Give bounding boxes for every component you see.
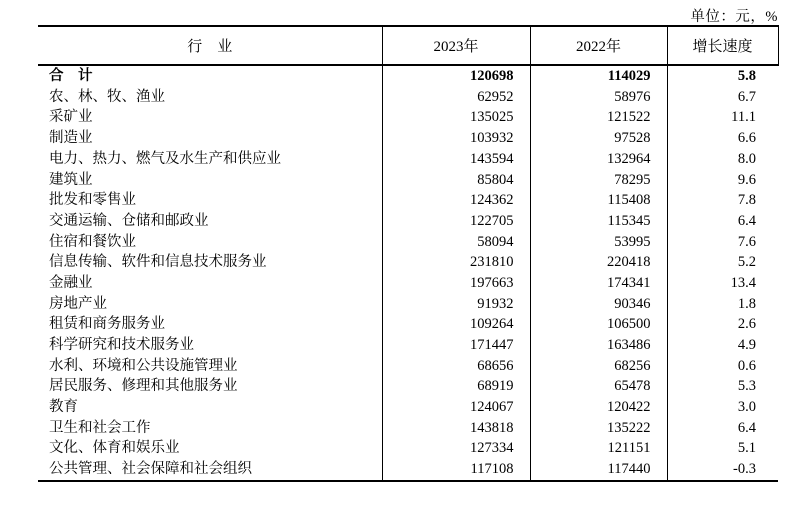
col-header-2022: 2022年 — [530, 26, 667, 65]
value-2023: 124362 — [382, 190, 530, 211]
table-row — [38, 190, 778, 211]
growth-rate: 2.6 — [667, 314, 778, 335]
value-2023: 117108 — [382, 459, 530, 481]
table-row — [38, 252, 778, 273]
table-row — [38, 418, 778, 439]
table-row — [38, 335, 778, 356]
value-2022: 58976 — [530, 87, 667, 108]
industry-label: 制造业 — [49, 130, 93, 147]
col-header-2023: 2023年 — [382, 26, 530, 65]
table-row — [38, 65, 778, 87]
industry-label: 卫生和社会工作 — [49, 419, 151, 436]
growth-rate: 0.6 — [667, 356, 778, 377]
growth-rate: 5.1 — [667, 438, 778, 459]
growth-rate: 7.6 — [667, 232, 778, 253]
col-header-industry: 行 业 — [38, 26, 382, 65]
value-2023: 62952 — [382, 87, 530, 108]
growth-rate: -0.3 — [667, 459, 778, 481]
table-body — [38, 65, 778, 481]
value-2023: 103932 — [382, 128, 530, 149]
value-2023: 135025 — [382, 107, 530, 128]
value-2023: 197663 — [382, 273, 530, 294]
table-row — [38, 107, 778, 128]
growth-rate: 7.8 — [667, 190, 778, 211]
growth-rate: 6.4 — [667, 418, 778, 439]
industry-label: 交通运输、仓储和邮政业 — [49, 212, 209, 229]
value-2022: 65478 — [530, 376, 667, 397]
value-2022: 132964 — [530, 149, 667, 170]
value-2023: 68656 — [382, 356, 530, 377]
industry-label: 水利、环境和公共设施管理业 — [49, 357, 238, 374]
value-2023: 143594 — [382, 149, 530, 170]
value-2022: 115408 — [530, 190, 667, 211]
value-2023: 122705 — [382, 211, 530, 232]
table-row — [38, 459, 778, 481]
table-row — [38, 314, 778, 335]
growth-rate: 6.7 — [667, 87, 778, 108]
table-row — [38, 232, 778, 253]
industry-label: 合 计 — [49, 68, 93, 85]
table-row — [38, 169, 778, 190]
value-2023: 109264 — [382, 314, 530, 335]
table-row — [38, 294, 778, 315]
value-2023: 231810 — [382, 252, 530, 273]
industry-label: 批发和零售业 — [49, 192, 136, 209]
table-row — [38, 376, 778, 397]
industry-label: 金融业 — [49, 274, 93, 291]
value-2022: 121522 — [530, 107, 667, 128]
growth-rate: 8.0 — [667, 149, 778, 170]
value-2022: 163486 — [530, 335, 667, 356]
industry-label: 采矿业 — [49, 109, 93, 126]
value-2022: 121151 — [530, 438, 667, 459]
table-row — [38, 128, 778, 149]
value-2023: 85804 — [382, 169, 530, 190]
value-2023: 91932 — [382, 294, 530, 315]
value-2022: 78295 — [530, 169, 667, 190]
value-2022: 97528 — [530, 128, 667, 149]
industry-label: 租赁和商务服务业 — [49, 316, 165, 333]
value-2022: 174341 — [530, 273, 667, 294]
growth-rate: 6.6 — [667, 128, 778, 149]
industry-label: 房地产业 — [49, 295, 107, 312]
industry-label: 科学研究和技术服务业 — [49, 337, 194, 354]
value-2022: 115345 — [530, 211, 667, 232]
value-2022: 53995 — [530, 232, 667, 253]
value-2022: 135222 — [530, 418, 667, 439]
value-2022: 114029 — [530, 65, 667, 87]
value-2023: 171447 — [382, 335, 530, 356]
value-2022: 106500 — [530, 314, 667, 335]
value-2022: 120422 — [530, 397, 667, 418]
growth-rate: 5.3 — [667, 376, 778, 397]
industry-label: 公共管理、社会保障和社会组织 — [49, 461, 252, 478]
industry-label: 建筑业 — [49, 171, 93, 188]
growth-rate: 5.2 — [667, 252, 778, 273]
industry-label: 电力、热力、燃气及水生产和供应业 — [49, 150, 281, 167]
table-row — [38, 273, 778, 294]
growth-rate: 4.9 — [667, 335, 778, 356]
growth-rate: 6.4 — [667, 211, 778, 232]
value-2023: 143818 — [382, 418, 530, 439]
industry-label: 住宿和餐饮业 — [49, 233, 136, 250]
value-2022: 90346 — [530, 294, 667, 315]
industry-label: 农、林、牧、渔业 — [49, 88, 165, 105]
growth-rate: 11.1 — [667, 107, 778, 128]
growth-rate: 13.4 — [667, 273, 778, 294]
header-row — [38, 26, 778, 65]
value-2022: 68256 — [530, 356, 667, 377]
value-2023: 120698 — [382, 65, 530, 87]
industry-label: 信息传输、软件和信息技术服务业 — [49, 254, 267, 271]
table-row — [38, 211, 778, 232]
table-row — [38, 438, 778, 459]
value-2022: 117440 — [530, 459, 667, 481]
unit-note: 单位：元，% — [690, 9, 778, 25]
value-2022: 220418 — [530, 252, 667, 273]
growth-rate: 5.8 — [667, 65, 778, 87]
growth-rate: 9.6 — [667, 169, 778, 190]
value-2023: 58094 — [382, 232, 530, 253]
industry-label: 居民服务、修理和其他服务业 — [49, 378, 238, 395]
wage-table — [38, 25, 779, 482]
table-row — [38, 397, 778, 418]
table-row — [38, 87, 778, 108]
value-2023: 124067 — [382, 397, 530, 418]
growth-rate: 3.0 — [667, 397, 778, 418]
value-2023: 127334 — [382, 438, 530, 459]
table-row — [38, 356, 778, 377]
value-2023: 68919 — [382, 376, 530, 397]
table-row — [38, 149, 778, 170]
col-header-growth: 增长速度 — [667, 26, 778, 65]
growth-rate: 1.8 — [667, 294, 778, 315]
industry-label: 文化、体育和娱乐业 — [49, 440, 180, 457]
industry-label: 教育 — [49, 399, 78, 416]
